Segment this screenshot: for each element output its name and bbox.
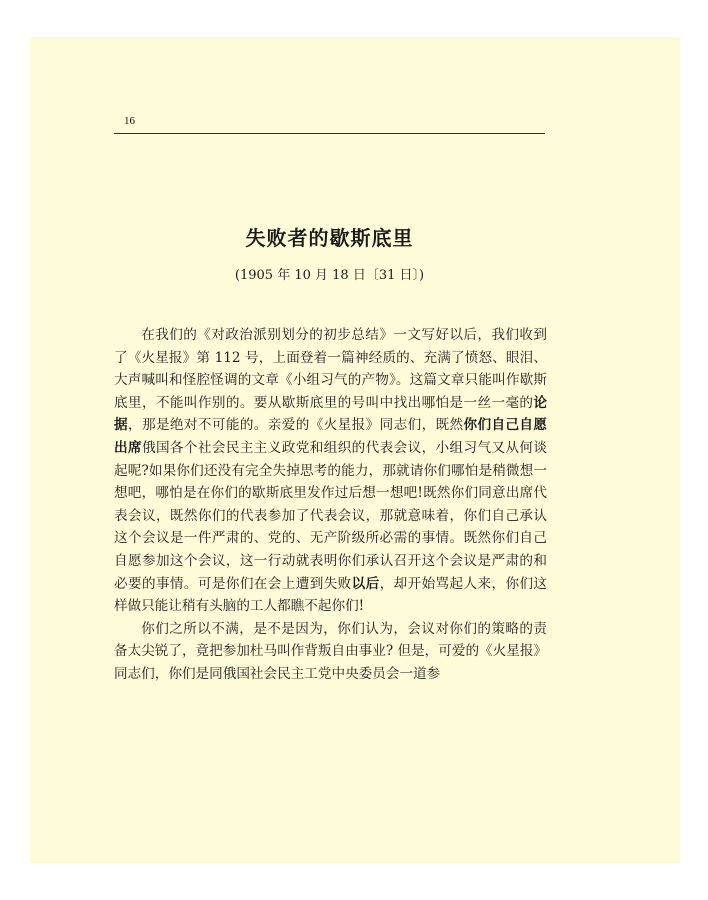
article-date: (1905 年 10 月 18 日〔31 日〕) [234,268,425,283]
article-body [114,324,547,686]
emphasis-text: 以后 [351,575,380,592]
page-number: 16 [124,115,135,127]
article-title: 失败者的歇斯底里 [245,226,414,250]
text-run: ，却开始骂起人来，你们这样做只能让稍有头脑的工人都瞧不起你们! [114,575,548,615]
text-run: 你们之所以不满，是不是因为，你们认为，会议对你们的策略的责备太尖锐了，竟把参加杜马叫作背叛自由事业? 但是，可爱的《火星报》同志们，你们是同俄国社会民主工党中央委员会一道参 [114,620,548,682]
text-run: 俄国各个社会民主主义政党和组织的代表会议，小组习气又从何谈起呢?如果你们还没有完全失掉思考的能力，那就请你们哪怕是稍微想一想吧，哪怕是在你们的歇斯底里发作过后想一想吧!既然你们同意出席代表会议，既然你们的代表参加了代表会议，那就意味着，你们自己承认这个会议是一件严肃的、党的、无产阶级所必需的事情。既然你们自己自愿参加这个会议，这一行动就表明你们承认召开这个会议是严肃的和必要的事情。可是你们在会上遭到失败 [114,439,548,592]
text-run: 在我们的《对政治派别划分的初步总结》一文写好以后，我们收到了《火星报》第 112 号，上面登着一篇神经质的、充满了愤怒、眼泪、大声喊叫和怪腔怪调的文章《小组习气的产物》。这篇文章只能叫作歇斯底里，不能叫作别的。要从歇斯底里的号叫中找出哪怕是一丝一毫的 [114,327,547,411]
paragraph-1 [114,324,547,618]
emphasis-text: 论据 [114,394,547,434]
paragraph-2 [114,618,547,686]
emphasis-text: 你们自己自愿出席 [114,417,548,456]
header-rule [114,133,545,134]
text-run: ，那是绝对不可能的。亲爱的《火星报》同志们，既然 [127,417,464,434]
